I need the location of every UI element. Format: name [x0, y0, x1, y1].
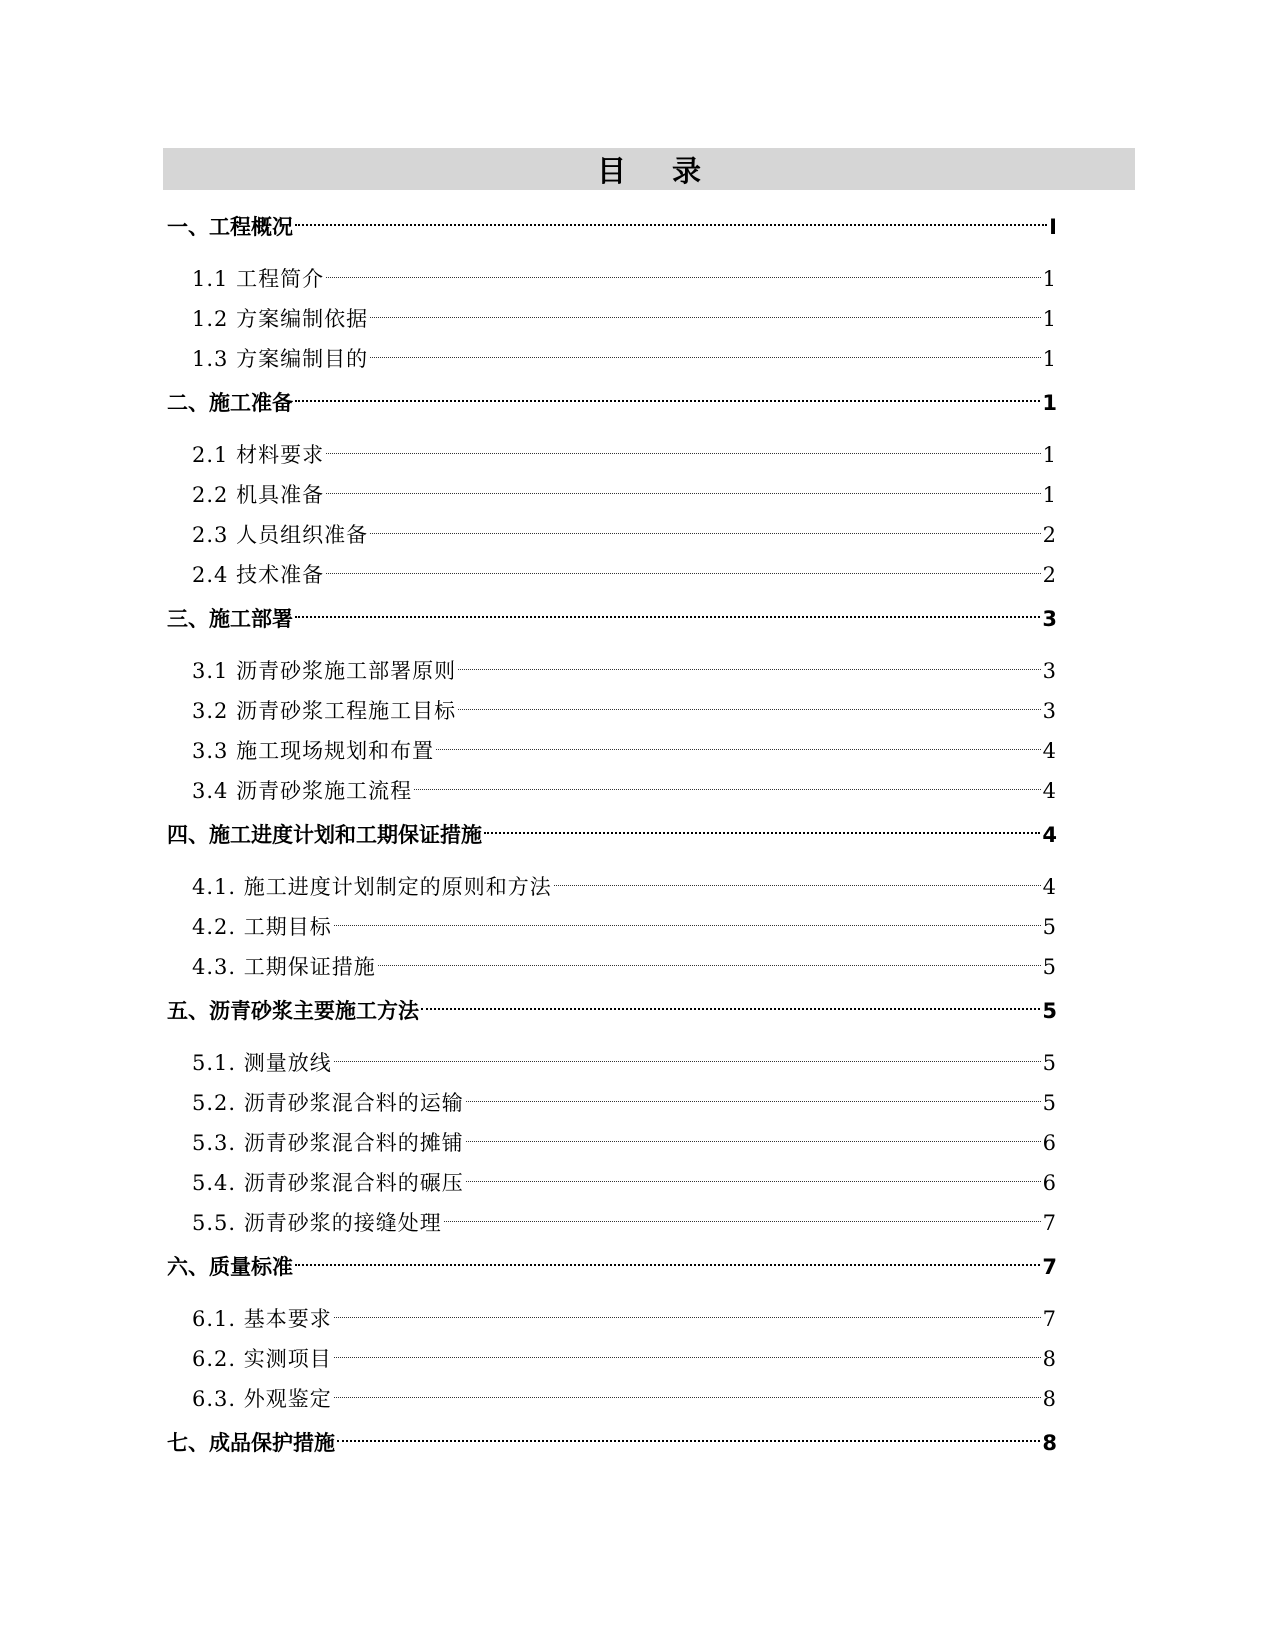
toc-entry-label: 1.2 方案编制依据 — [192, 307, 369, 331]
toc-entry-page: 4 — [1042, 779, 1057, 803]
toc-entry-page: 1 — [1042, 391, 1057, 415]
toc-leader-dots — [436, 728, 1041, 758]
toc-entry-section[interactable] — [192, 944, 1057, 979]
toc-entry-label: 2.3 人员组织准备 — [192, 523, 369, 547]
toc-entry-label: 3.2 沥青砂浆工程施工目标 — [192, 699, 457, 723]
toc-entry-label: 5.5. 沥青砂浆的接缝处理 — [192, 1211, 442, 1235]
toc-entry-label: 3.4 沥青砂浆施工流程 — [192, 779, 413, 803]
toc-entry-chapter[interactable] — [167, 596, 1057, 631]
toc-entry-page: 8 — [1042, 1347, 1057, 1371]
toc-entry-label: 4.1. 施工进度计划制定的原则和方法 — [192, 875, 552, 899]
toc-entry-page: 4 — [1042, 875, 1057, 899]
toc-leader-dots — [334, 904, 1041, 934]
toc-leader-dots — [337, 1420, 1040, 1450]
toc-leader-dots — [444, 1200, 1041, 1230]
toc-entry-label: 5.4. 沥青砂浆混合料的碾压 — [192, 1171, 464, 1195]
toc-leader-dots — [326, 552, 1041, 582]
toc-entry-section[interactable] — [192, 1376, 1057, 1411]
toc-entry-label: 六、质量标准 — [167, 1255, 293, 1279]
toc-entry-label: 5.3. 沥青砂浆混合料的摊铺 — [192, 1131, 464, 1155]
toc-entry-page: 8 — [1042, 1387, 1057, 1411]
toc-leader-dots — [334, 1336, 1041, 1366]
toc-entry-section[interactable] — [192, 1296, 1057, 1331]
toc-entry-page: 3 — [1042, 607, 1057, 631]
toc-leader-dots — [326, 256, 1041, 286]
toc-leader-dots — [334, 1040, 1041, 1070]
toc-entry-page: 1 — [1042, 307, 1057, 331]
toc-entry-label: 1.1 工程简介 — [192, 267, 325, 291]
toc-entry-section[interactable] — [192, 472, 1057, 507]
toc-leader-dots — [334, 1296, 1041, 1326]
toc-leader-dots — [295, 596, 1040, 626]
toc-entry-label: 2.2 机具准备 — [192, 483, 325, 507]
toc-leader-dots — [334, 1376, 1041, 1406]
toc-leader-dots — [421, 988, 1040, 1018]
toc-entry-label: 5.1. 测量放线 — [192, 1051, 332, 1075]
toc-entry-label: 3.1 沥青砂浆施工部署原则 — [192, 659, 457, 683]
toc-entry-page: 3 — [1042, 699, 1057, 723]
toc-entry-label: 3.3 施工现场规划和布置 — [192, 739, 435, 763]
toc-entry-page: 6 — [1042, 1171, 1057, 1195]
toc-entry-section[interactable] — [192, 648, 1057, 683]
toc-entry-section[interactable] — [192, 768, 1057, 803]
toc-entry-page: 5 — [1042, 955, 1057, 979]
toc-leader-dots — [458, 648, 1041, 678]
toc-entry-page: 3 — [1042, 659, 1057, 683]
toc-entry-page: 1 — [1042, 347, 1057, 371]
toc-entry-section[interactable] — [192, 296, 1057, 331]
toc-entry-section[interactable] — [192, 1080, 1057, 1115]
toc-entry-section[interactable] — [192, 688, 1057, 723]
toc-entry-section[interactable] — [192, 336, 1057, 371]
toc-leader-dots — [326, 472, 1041, 502]
toc-entry-label: 1.3 方案编制目的 — [192, 347, 369, 371]
toc-entry-section[interactable] — [192, 728, 1057, 763]
toc-entry-page: 7 — [1042, 1211, 1057, 1235]
toc-entry-section[interactable] — [192, 512, 1057, 547]
toc-entry-label: 4.2. 工期目标 — [192, 915, 332, 939]
toc-leader-dots — [466, 1160, 1041, 1190]
toc-leader-dots — [295, 1244, 1040, 1274]
toc-entry-label: 三、施工部署 — [167, 607, 293, 631]
toc-entry-section[interactable] — [192, 1200, 1057, 1235]
toc-entry-page: 5 — [1042, 915, 1057, 939]
toc-entry-section[interactable] — [192, 432, 1057, 467]
toc-entry-page: 2 — [1042, 523, 1057, 547]
toc-entry-page: 6 — [1042, 1131, 1057, 1155]
toc-entry-page: I — [1049, 215, 1057, 239]
toc-leader-dots — [370, 296, 1041, 326]
toc-entry-page: 7 — [1042, 1255, 1057, 1279]
toc-entry-label: 6.1. 基本要求 — [192, 1307, 332, 1331]
toc-entry-chapter[interactable] — [167, 1244, 1057, 1279]
toc-entry-label: 5.2. 沥青砂浆混合料的运输 — [192, 1091, 464, 1115]
toc-entry-page: 8 — [1042, 1431, 1057, 1455]
toc-leader-dots — [458, 688, 1041, 718]
toc-entry-label: 二、施工准备 — [167, 391, 293, 415]
toc-entry-label: 2.1 材料要求 — [192, 443, 325, 467]
toc-leader-dots — [466, 1080, 1041, 1110]
toc-entry-section[interactable] — [192, 864, 1057, 899]
toc-entry-page: 5 — [1042, 1091, 1057, 1115]
toc-leader-dots — [295, 380, 1040, 410]
toc-entry-label: 6.2. 实测项目 — [192, 1347, 332, 1371]
toc-leader-dots — [370, 512, 1041, 542]
toc-entry-section[interactable] — [192, 256, 1057, 291]
toc-entry-label: 4.3. 工期保证措施 — [192, 955, 376, 979]
toc-entry-chapter[interactable] — [167, 812, 1057, 847]
toc-entry-section[interactable] — [192, 1336, 1057, 1371]
toc-leader-dots — [484, 812, 1040, 842]
toc-leader-dots — [466, 1120, 1041, 1150]
toc-entry-section[interactable] — [192, 1120, 1057, 1155]
toc-entry-chapter[interactable] — [167, 380, 1057, 415]
toc-entry-page: 4 — [1042, 823, 1057, 847]
toc-entry-chapter[interactable] — [167, 1420, 1057, 1455]
toc-entry-label: 6.3. 外观鉴定 — [192, 1387, 332, 1411]
toc-entry-page: 1 — [1042, 267, 1057, 291]
toc-leader-dots — [370, 336, 1041, 366]
toc-entry-section[interactable] — [192, 1040, 1057, 1075]
toc-leader-dots — [554, 864, 1041, 894]
toc-entry-section[interactable] — [192, 1160, 1057, 1195]
toc-entry-label: 七、成品保护措施 — [167, 1431, 335, 1455]
toc-leader-dots — [414, 768, 1041, 798]
toc-leader-dots — [326, 432, 1041, 462]
toc-entry-page: 5 — [1042, 999, 1057, 1023]
toc-entry-section[interactable] — [192, 552, 1057, 587]
toc-entry-chapter[interactable] — [167, 204, 1057, 239]
toc-entry-section[interactable] — [192, 904, 1057, 939]
toc-entry-label: 2.4 技术准备 — [192, 563, 325, 587]
page-title: 目 录 — [596, 153, 720, 188]
toc-entry-page: 1 — [1042, 483, 1057, 507]
toc-leader-dots — [295, 204, 1047, 234]
toc-entry-page: 5 — [1042, 1051, 1057, 1075]
toc-entry-label: 一、工程概况 — [167, 215, 293, 239]
toc-entry-page: 7 — [1042, 1307, 1057, 1331]
toc-entry-chapter[interactable] — [167, 988, 1057, 1023]
toc-entry-page: 1 — [1042, 443, 1057, 467]
toc-entry-label: 五、沥青砂浆主要施工方法 — [167, 999, 419, 1023]
toc-entry-label: 四、施工进度计划和工期保证措施 — [167, 823, 482, 847]
toc-entry-page: 4 — [1042, 739, 1057, 763]
toc-leader-dots — [378, 944, 1041, 974]
toc-entry-page: 2 — [1042, 563, 1057, 587]
